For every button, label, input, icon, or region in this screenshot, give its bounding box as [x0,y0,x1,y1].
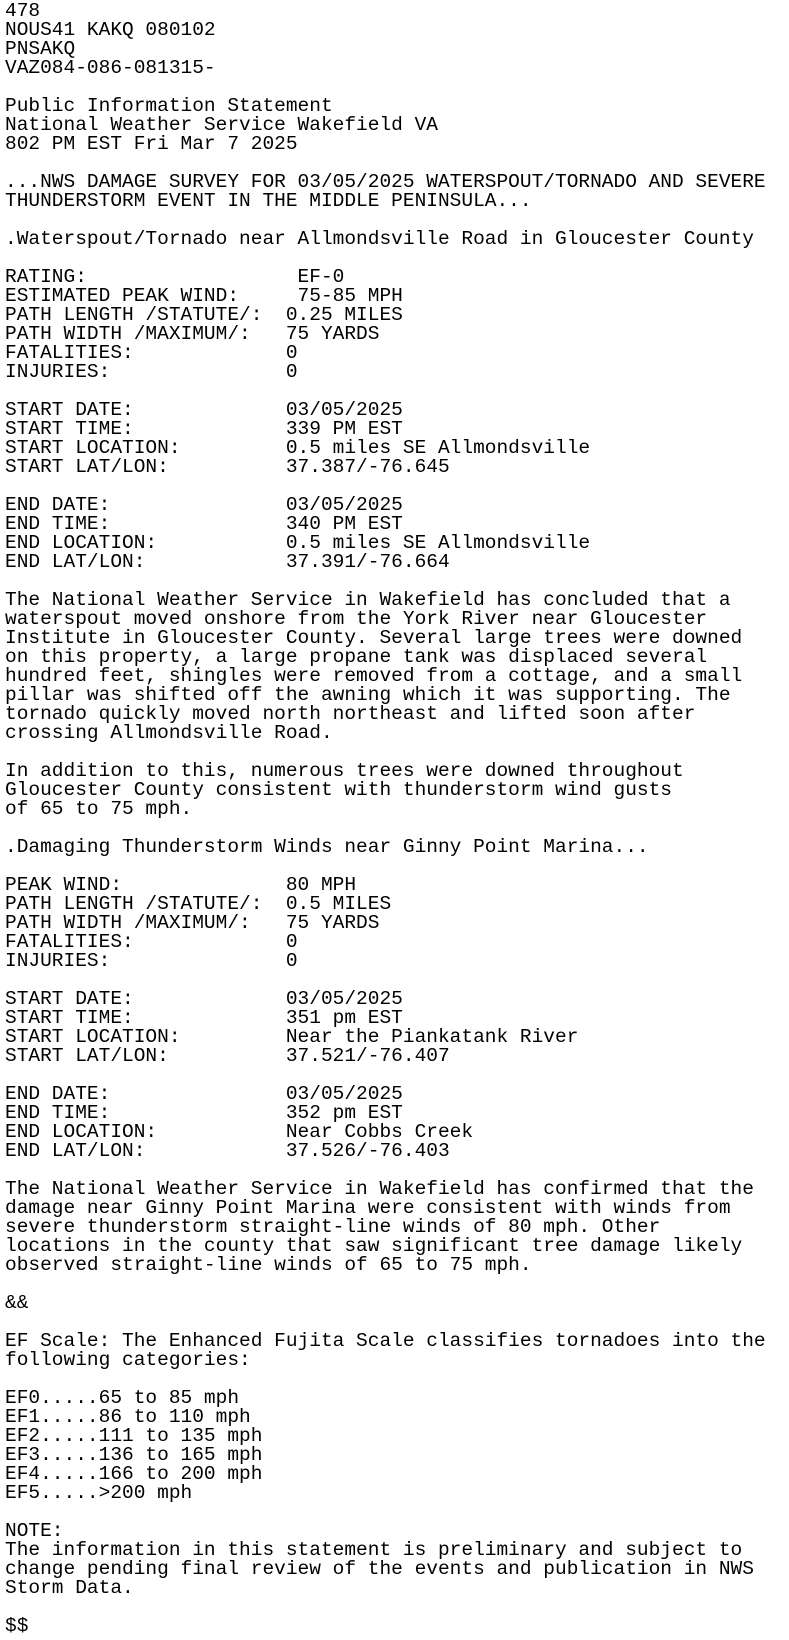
statement-line: The National Weather Service in Wakefield has confirmed that the [5,1178,754,1200]
statement-line: THUNDERSTORM EVENT IN THE MIDDLE PENINSULA... [5,190,532,212]
statement-line: ESTIMATED PEAK WIND: 75-85 MPH [5,285,403,307]
statement-line: change pending final review of the events and publication in NWS [5,1558,754,1580]
statement-line: crossing Allmondsville Road. [5,722,333,744]
statement-line: EF0.....65 to 85 mph [5,1387,240,1409]
statement-line: PEAK WIND: 80 MPH [5,874,357,896]
statement-line: tornado quickly moved north northeast and lifted soon after [5,703,696,725]
statement-line: 478 [5,0,41,22]
statement-line: PATH LENGTH /STATUTE/: 0.5 MILES [5,893,392,915]
statement-line: on this property, a large propane tank was displaced several [5,646,708,668]
statement-line: The information in this statement is preliminary and subject to [5,1539,743,1561]
statement-line: START TIME: 351 pm EST [5,1007,403,1029]
statement-line: Storm Data. [5,1577,134,1599]
statement-line: START LOCATION: 0.5 miles SE Allmondsville [5,437,591,459]
statement-line: VAZ084-086-081315- [5,57,216,79]
statement-line: National Weather Service Wakefield VA [5,114,438,136]
statement-line: END LAT/LON: 37.391/-76.664 [5,551,450,573]
statement-line: EF Scale: The Enhanced Fujita Scale classifies tornadoes into the [5,1330,766,1352]
statement-line: PATH WIDTH /MAXIMUM/: 75 YARDS [5,912,380,934]
statement-line [5,1503,789,1522]
statement-line: INJURIES: 0 [5,950,298,972]
statement-line: RATING: EF-0 [5,266,345,288]
statement-line: INJURIES: 0 [5,361,298,383]
statement-line: END TIME: 352 pm EST [5,1102,403,1124]
statement-line: EF3.....136 to 165 mph [5,1444,263,1466]
statement-line: pillar was shifted off the awning which it was supporting. The [5,684,731,706]
statement-line: END DATE: 03/05/2025 [5,494,403,516]
statement-line: waterspout moved onshore from the York River near Gloucester [5,608,708,630]
statement-line: START LOCATION: Near the Piankatank River [5,1026,579,1048]
statement-line: In addition to this, numerous trees were downed throughout [5,760,684,782]
statement-line [5,1598,789,1617]
statement-line: END DATE: 03/05/2025 [5,1083,403,1105]
statement-line: FATALITIES: 0 [5,342,298,364]
statement-line [5,1275,789,1294]
statement-line: START TIME: 339 PM EST [5,418,403,440]
statement-line: 802 PM EST Fri Mar 7 2025 [5,133,298,155]
statement-line: END LAT/LON: 37.526/-76.403 [5,1140,450,1162]
statement-line: .Waterspout/Tornado near Allmondsville Road in Gloucester County [5,228,754,250]
statement-line: END LOCATION: Near Cobbs Creek [5,1121,474,1143]
statement-line: PATH LENGTH /STATUTE/: 0.25 MILES [5,304,403,326]
statement-line: FATALITIES: 0 [5,931,298,953]
statement-line: START LAT/LON: 37.387/-76.645 [5,456,450,478]
statement-line: $$ [5,1615,29,1637]
statement-line: ...NWS DAMAGE SURVEY FOR 03/05/2025 WATERSPOUT/TORNADO AND SEVERE [5,171,766,193]
statement-line: Gloucester County consistent with thunderstorm wind gusts [5,779,673,801]
statement-line: NOUS41 KAKQ 080102 [5,19,216,41]
statement-line: following categories: [5,1349,251,1371]
statement-line: EF4.....166 to 200 mph [5,1463,263,1485]
statement-line: EF5.....>200 mph [5,1482,193,1504]
statement-line: EF2.....111 to 135 mph [5,1425,263,1447]
statement-line: PATH WIDTH /MAXIMUM/: 75 YARDS [5,323,380,345]
statement-line: severe thunderstorm straight-line winds of 80 mph. Other [5,1216,661,1238]
statement-line: .Damaging Thunderstorm Winds near Ginny Point Marina... [5,836,649,858]
statement-line: END TIME: 340 PM EST [5,513,403,535]
statement-line: START DATE: 03/05/2025 [5,399,403,421]
statement-line: START DATE: 03/05/2025 [5,988,403,1010]
statement-line: hundred feet, shingles were removed from a cottage, and a small [5,665,743,687]
statement-line: Public Information Statement [5,95,333,117]
statement-line: END LOCATION: 0.5 miles SE Allmondsville [5,532,591,554]
statement-line: Institute in Gloucester County. Several large trees were downed [5,627,743,649]
statement-line: damage near Ginny Point Marina were consistent with winds from [5,1197,731,1219]
statement-line: PNSAKQ [5,38,76,60]
statement-line: START LAT/LON: 37.521/-76.407 [5,1045,450,1067]
statement-line: observed straight-line winds of 65 to 75 mph. [5,1254,532,1276]
statement-line: The National Weather Service in Wakefield has concluded that a [5,589,731,611]
statement-line: NOTE: [5,1520,64,1542]
statement-line: locations in the county that saw significant tree damage likely [5,1235,743,1257]
statement-line: EF1.....86 to 110 mph [5,1406,251,1428]
statement-line: of 65 to 75 mph. [5,798,193,820]
statement-line: && [5,1292,29,1314]
